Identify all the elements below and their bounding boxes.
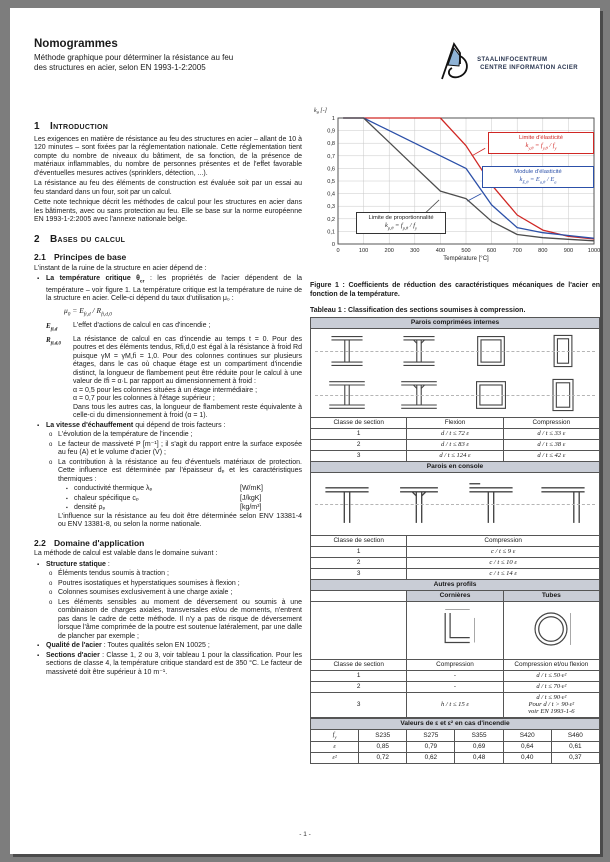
page-title: Nomogrammes <box>34 38 118 50</box>
table-row: 2 - d / t ≤ 70·ε² <box>311 681 600 692</box>
svg-text:0,1: 0,1 <box>327 229 335 236</box>
svg-text:0: 0 <box>331 242 335 248</box>
left-column <box>34 112 302 677</box>
autres-subcol-cornieres: Cornières <box>407 590 503 601</box>
internal-sketches-row-2 <box>311 373 599 417</box>
page-number: - 1 - <box>299 831 311 838</box>
bullet-structure-statique: ▪ Structure statique : <box>34 561 302 570</box>
epsilon-values-table <box>310 718 600 764</box>
figure-1-caption: Figure 1 : Coefficients de réduction des caractéristiques mécaniques de l'acier en fonction de la température. <box>310 282 600 298</box>
svg-text:100: 100 <box>358 248 369 254</box>
table-row: $f_y$ S235 S275 S355 S420 S460 <box>311 729 600 741</box>
structure-item-3: o Colonnes soumises exclusivement à une charge axiale ; <box>46 589 302 598</box>
console-col-classe: Classe de section <box>311 535 407 546</box>
table-row: 3 c / t ≤ 14 ε <box>311 568 600 579</box>
table-row: 1 d / t ≤ 72 ε d / t ≤ 33 ε <box>311 428 600 439</box>
thermal-densite: ▪ densité ρₚ [kg/m³] <box>64 504 302 513</box>
svg-text:600: 600 <box>486 248 497 254</box>
svg-text:0,2: 0,2 <box>327 216 335 223</box>
autres-sketch-tube-cell <box>503 601 599 659</box>
bullet-vitesse-echauffement: ▪ La vitesse d'échauffement qui dépend de trois facteurs : <box>34 422 302 431</box>
svg-text:0,8: 0,8 <box>327 141 335 148</box>
facteur-1: o L'évolution de la température de l'incendie ; <box>46 431 302 440</box>
document-header <box>34 38 590 73</box>
logo-icon <box>439 40 473 89</box>
console-col-compression: Compression <box>407 535 600 546</box>
autres-subcol-empty <box>311 590 407 601</box>
svg-text:300: 300 <box>410 248 420 254</box>
band-parois-internes: Parois comprimées internes <box>311 317 600 328</box>
s22-lead: La méthode de calcul est valable dans le domaine suivant : <box>34 550 218 558</box>
s21-closing: L'influence sur la résistance au feu doit être déterminée selon ENV 13381-4 ou ENV 13381-8, ou selon la norme nationale. <box>58 512 302 529</box>
autres-col-compression-flexion: Compression et/ou flexion <box>503 659 599 670</box>
svg-text:Température [°C]: Température [°C] <box>443 256 489 262</box>
autres-col-classe: Classe de section <box>311 659 407 670</box>
autres-col-compression: Compression <box>407 659 503 670</box>
s21-lead: L'instant de la ruine de la structure en acier dépend de : <box>34 264 207 272</box>
structure-item-2: o Poutres isostatiques et hyperstatiques soumises à flexion ; <box>46 580 302 589</box>
table-row: 2 d / t ≤ 83 ε d / t ≤ 38 ε <box>311 439 600 450</box>
band-parois-console: Parois en console <box>311 461 600 472</box>
thermal-chaleur: ▪ chaleur spécifique cₚ [J/kgK] <box>64 495 302 504</box>
y-axis-title: $k_\theta$ [-] <box>314 108 327 116</box>
intro-paragraph-2: La résistance au feu des éléments de construction est évaluée soit par un essai au feu standard dans un four, soit par un calcul. <box>34 180 302 196</box>
svg-text:700: 700 <box>512 248 522 254</box>
svg-text:200: 200 <box>384 248 394 254</box>
intro-paragraph-1: Les exigences en matière de résistance au feu des structures en acier – allant de 10 à 120 minutes – sont fixées par la réglementation nationale. Cette réglementation tient compte du nombre de niveaux du bâtiment, de sa fonction, de la présence de matériaux inflammables, du nombre de personnes présentes et de l'effet favorable d'éventuelles mesures actives (sprinklers, détection, ...). <box>34 135 302 177</box>
internal-col-classe: Classe de section <box>311 417 407 428</box>
table-row: ε² 0,72 0,62 0,48 0,40 0,37 <box>311 752 600 763</box>
logo-text <box>477 57 578 72</box>
bullet-qualite-acier: ▪ Qualité de l'acier : Toutes qualités selon EN 10025 ; <box>34 642 302 651</box>
console-sketches-row <box>311 473 599 535</box>
bullet-sections-acier: ▪ Sections d'acier : Classe 1, 2 ou 3, voir tableau 1 pour la classification. Pour les sections de classe 4, la température critique standard est de 350 °C. Le facteur de massiveté doit être supérieur à 10 m⁻¹. <box>34 652 302 678</box>
document-page <box>10 8 600 854</box>
table-1-caption: Tableau 1 : Classification des sections soumises à compression. <box>310 307 526 314</box>
sketch-circular-tube <box>524 605 578 653</box>
band-autres-profils: Autres profils <box>311 579 600 590</box>
structure-item-1: o Éléments tendus soumis à traction ; <box>46 570 302 579</box>
right-column <box>310 108 600 764</box>
alpha-intermediaire: α = 0,5 pour les colonnes situées à un étage intermédiaire ; <box>73 386 258 394</box>
band-valeurs-epsilon: Valeurs de ε et ε² en cas d'incendie <box>311 718 600 729</box>
logo-line1: STAALINFOCENTRUM <box>477 57 548 63</box>
autres-subcol-tubes: Tubes <box>503 590 599 601</box>
internal-col-flexion: Flexion <box>407 417 503 428</box>
sketch-angle-section <box>428 605 482 653</box>
document-subtitle <box>34 53 309 73</box>
alpha-autres-cas: Dans tous les autres cas, la longueur de flambement reste équivalente à celle-ci du dimensionnement à froid (α = 1). <box>73 403 302 420</box>
bullet-temperature-critique: ▪ La température critique $\theta_{cr}$ : les propriétés de l'acier dépendent de la température – voir figure 1. La température critique est la température de ruine de la structure en acier. Celle-ci dépend du taux d'utilisation μ₀ : <box>34 275 302 304</box>
svg-text:0,7: 0,7 <box>327 153 335 160</box>
svg-text:0,3: 0,3 <box>327 204 335 211</box>
table-row: 3 h / t ≤ 15 ε d / t ≤ 90·ε² Pour d / t > 90·ε² voir EN 1993-1-6 <box>311 692 600 717</box>
figure-1-chart <box>310 108 600 276</box>
structure-item-4: o Les éléments sensibles au moment de déversement ou soumis à une combinaison de charges axiales, transversales et/ou de moments, n'entrent pas dans le cadre de cette méthode. Il n'y a pas de risque de déversement lorsque l'âme comprimée de la poutre est soutenue latéralement, par une dalle de plancher par exemple ; <box>46 599 302 642</box>
subtitle-line1: Méthode graphique pour déterminer la résistance au feu <box>34 53 234 62</box>
alpha-superieur: α = 0,7 pour les colonnes à l'étage supérieur ; <box>73 395 215 403</box>
definition-efid: $E_{fi,d}$ L'effet d'actions de calcul en cas d'incendie ; <box>46 321 211 333</box>
svg-text:1000: 1000 <box>587 248 600 254</box>
annotation-module-elasticite: Module d'élasticité $k_{E,\theta} = E_{a,\theta} / E_a$ <box>482 166 594 188</box>
logo-line2: CENTRE INFORMATION ACIER <box>480 64 578 71</box>
svg-text:0,5: 0,5 <box>327 179 335 185</box>
thermal-conductivite: ▪ conductivité thermique λₚ [W/mK] <box>64 485 302 494</box>
svg-text:0,9: 0,9 <box>327 128 335 135</box>
heading-domaine-application: 2.2 Domaine d'application <box>34 537 145 548</box>
internal-col-compression: Compression <box>503 417 599 428</box>
table-row: 2 c / t ≤ 10 ε <box>311 557 600 568</box>
svg-text:400: 400 <box>435 248 446 254</box>
svg-text:0,6: 0,6 <box>327 166 335 173</box>
svg-text:0,4: 0,4 <box>327 191 335 198</box>
table-row: 1 c / t ≤ 9 ε <box>311 546 600 557</box>
table-row: 3 d / t ≤ 124 ε d / t ≤ 42 ε <box>311 450 600 461</box>
svg-text:500: 500 <box>461 248 471 254</box>
classification-table <box>310 317 600 718</box>
autres-sketch-empty <box>311 601 407 659</box>
heading-principes-de-base: 2.1 Principes de base <box>34 252 127 262</box>
autres-sketch-corniere-cell <box>407 601 503 659</box>
table-row: ε 0,85 0,79 0,69 0,64 0,61 <box>311 741 600 752</box>
heading-introduction: 1 Introduction <box>34 121 109 132</box>
facteur-2: o Le facteur de massiveté P [m⁻¹] ; il s'agit du rapport entre la surface exposée au feu (A) et le volume d'acier (V) ; <box>46 441 302 458</box>
staalinfocentrum-logo <box>439 40 578 89</box>
facteur-3: o La contribution à la résistance au feu d'éventuels matériaux de protection. Cette influence est déterminée par l'épaisseur dₚ et les caractéristiques thermiques : <box>46 459 302 485</box>
annotation-limite-proportionnalite: Limite de proportionnalité $k_{p,\theta} = f_{p,\theta} / f_y$ <box>356 212 446 234</box>
heading-bases-du-calcul: 2 Bases du calcul <box>34 233 126 245</box>
subtitle-line2: des structures en acier, selon EN 1993-1-2:2005 <box>34 63 206 72</box>
internal-sketches-row-1 <box>311 329 599 373</box>
svg-text:0: 0 <box>336 248 340 254</box>
formula-mu0: $\mu_0 = E_{fi,d} / R_{fi,d,0}$ <box>64 305 112 318</box>
svg-text:900: 900 <box>563 248 574 254</box>
definition-rfid0: $R_{fi,d,0}$ La résistance de calcul en cas d'incendie au temps t = 0. Pour des poutres et des éléments tendus, Rfi,d,0 est égal à la résistance à froid Rd puisque γM = γM,fi = 1,0. Pour des colonnes continues sur plusieurs étages, dans le cas où chaque étage est un compartiment d'incendie distinct, la longueur de flambement peut être réduite pour le calcul à une valeur de ℓfi = α·L par rapport au dimensionnement à froid : <box>46 335 302 386</box>
table-row: 1 - d / t ≤ 50·ε² <box>311 670 600 681</box>
intro-paragraph-3: Cette note technique décrit les méthodes de calcul pour les structures en acier dans les bâtiments, avec ou sans protection au feu. Elle se base sur la norme européenne EN 1993-1-2:2005 avec l'annexe nationale belge. <box>34 199 302 223</box>
svg-text:1: 1 <box>331 116 335 122</box>
svg-text:800: 800 <box>538 248 548 254</box>
annotation-limite-elasticite: Limite d'élasticité $k_{y,\theta} = f_{y,\theta} / f_y$ <box>488 132 594 154</box>
